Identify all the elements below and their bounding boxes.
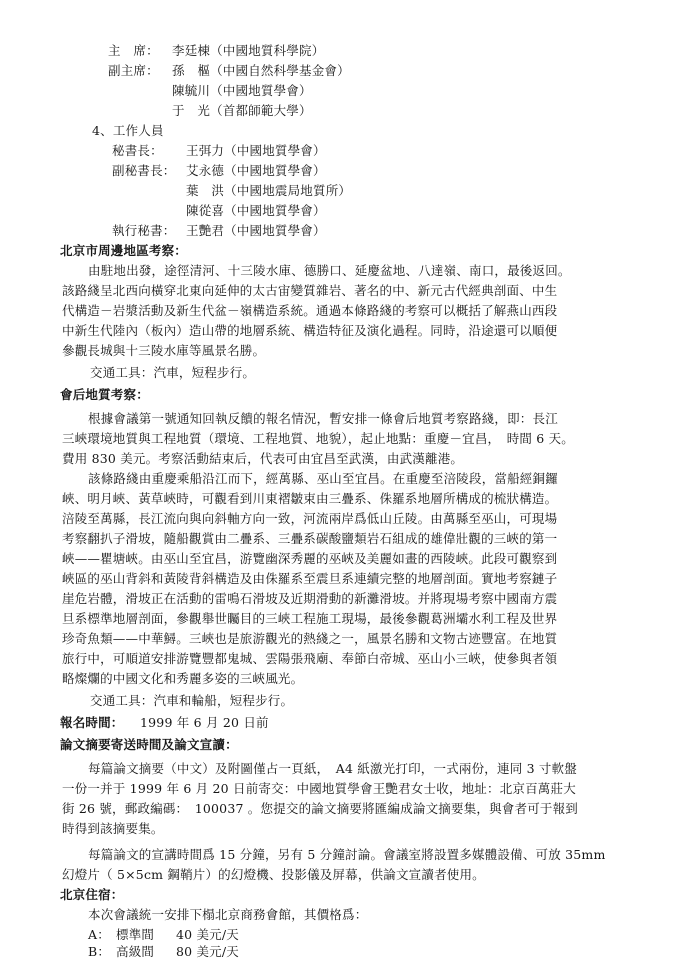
abstracts-line-2: 一份一并于 1999 年 6 月 20 日前寄交：中國地質學會王艷君女士收，地址：北京百萬莊大 <box>62 781 576 796</box>
executive-secretary-name: 王艷君（中國地質學會） <box>186 223 326 238</box>
post-tour-line-11: 旦系標準地層剖面，參觀舉世矚目的三峽工程施工現場，最後參觀葛洲壩水利工程及世界 <box>62 611 558 626</box>
room-b-name: 高級間 <box>116 944 155 959</box>
secretary-name: 王弭力（中國地質學會） <box>186 143 326 158</box>
chair-name: 李廷棟（中國地質科學院） <box>172 43 325 58</box>
post-tour-line-7: 考察翻扒子滑坡，隨船觀賞由二疊系、三疊系碳酸鹽類岩石組成的雄偉壯觀的三峽的第一 <box>62 531 558 546</box>
vice-chair-3: 于 光（首都師範大學） <box>172 103 312 118</box>
secretary-label: 秘書長： <box>112 143 163 158</box>
abstracts-line-1: 每篇論文摘要（中文）及附圖僅占一頁紙， A4 紙激光打印，一式兩份，連同 3 寸軟盤 <box>88 761 578 776</box>
room-b-price: 80 美元/天 <box>176 944 239 959</box>
registration-label: 報名時間： <box>60 715 124 730</box>
deputy-secretary-2: 葉 洪（中國地震局地質所） <box>186 183 352 198</box>
post-tour-transport: 交通工具：汽車和輪船，短程步行。 <box>90 693 294 708</box>
post-tour-line-2: 三峽環境地質與工程地質（環境、工程地質、地貌），起止地點：重慶－宜昌， 時間 6 天。 <box>62 431 575 446</box>
beijing-tour-transport: 交通工具：汽車，短程步行。 <box>90 365 256 380</box>
beijing-tour-heading: 北京市周邊地區考察： <box>60 243 188 258</box>
registration-date: 1999 年 6 月 20 日前 <box>140 715 269 730</box>
room-a-name: 標準間 <box>116 927 155 942</box>
beijing-tour-line-2: 該路綫呈北西向橫穿北東向延伸的太古宙變質雜岩、著名的中、新元古代經典剖面、中生 <box>62 283 558 298</box>
abstracts-line-3: 街 26 號，郵政編碼： 100037 。您提交的論文摘要將匯編成論文摘要集，與會者可于報到 <box>62 801 578 816</box>
abstracts-line-4: 時得到該摘要集。 <box>62 821 164 836</box>
post-tour-line-3: 費用 830 美元。考察活動結束后，代表可由宜昌至武漢，由武漢離港。 <box>62 451 464 466</box>
lodging-intro: 本次會議統一安排下榻北京商務會館，其價格爲： <box>88 907 368 922</box>
post-tour-line-9: 峽區的巫山背斜和黃陵背斜構造及由侏羅系至震旦系連續完整的地層剖面。實地考察鏈子 <box>62 571 558 586</box>
post-tour-line-6: 涪陵至萬縣，長江流向與向斜軸方向一致，河流兩岸爲低山丘陵。由萬縣至巫山，可現場 <box>62 511 558 526</box>
post-tour-line-8: 峽——瞿塘峽。由巫山至宜昌，游覽幽深秀麗的巫峽及美麗如畫的西陵峽。此段可觀察到 <box>62 551 558 566</box>
beijing-tour-line-5: 參觀長城與十三陵水庫等風景名勝。 <box>62 343 266 358</box>
post-tour-line-5: 峽、明月峽、黃草峽時，可觀看到川東褶皺束由三疊系、侏羅系地層所構成的梳狀構造。 <box>62 491 558 506</box>
beijing-tour-line-3: 代構造－岩漿活動及新生代盆－嶺構造系統。通過本條路綫的考察可以概括了解燕山西段 <box>62 303 558 318</box>
room-a-price: 40 美元/天 <box>176 927 239 942</box>
vice-chair-2: 陳毓川（中國地質學會） <box>172 83 312 98</box>
post-tour-line-14: 略燦爛的中國文化和秀麗多姿的三峽風光。 <box>62 671 304 686</box>
vice-chair-label: 副主席： <box>108 63 159 78</box>
beijing-tour-line-1: 由駐地出發，途徑清河、十三陵水庫、德勝口、延慶盆地、八達嶺、南口，最後返回。 <box>88 263 571 278</box>
abstracts-heading: 論文摘要寄送時間及論文宣讀： <box>60 737 238 752</box>
deputy-secretary-3: 陳從喜（中國地質學會） <box>186 203 326 218</box>
beijing-tour-line-4: 中新生代陸內（板內）造山帶的地層系統、構造特征及演化過程。同時，沿途還可以順便 <box>62 323 558 338</box>
abstracts-line-5: 每篇論文的宣講時間爲 15 分鐘，另有 5 分鐘討論。會議室將設置多媒體設備、可放 35mm <box>88 847 606 862</box>
deputy-secretary-1: 艾永德（中國地質學會） <box>186 163 326 178</box>
post-tour-line-12: 珍奇魚類——中華鱘。三峽也是旅游觀光的熱綫之一，風景名勝和文物古迹豐富。在地質 <box>62 631 558 646</box>
post-tour-heading: 會后地質考察： <box>60 387 149 402</box>
staff-heading: 4、工作人員 <box>92 123 164 138</box>
vice-chair-1: 孫 樞（中國自然科學基金會） <box>172 63 350 78</box>
post-tour-line-4: 該條路綫由重慶乘船沿江而下，經萬縣、巫山至宜昌。在重慶至涪陵段，當船經銅鑼 <box>88 471 558 486</box>
chair-label: 主 席： <box>108 43 159 58</box>
post-tour-line-10: 崖危岩體，滑坡正在活動的雷鳴石滑坡及近期滑動的新灘滑坡。并將現場考察中國南方震 <box>62 591 558 606</box>
post-tour-line-1: 根據會議第一號通知回執反饋的報名情況，暫安排一條會后地質考察路綫，即：長江 <box>88 411 558 426</box>
deputy-secretary-label: 副秘書長： <box>112 163 176 178</box>
room-a-label: A： <box>88 927 110 942</box>
executive-secretary-label: 執行秘書： <box>112 223 176 238</box>
abstracts-line-6: 幻燈片（ 5×5cm 鋼鞘片）的幻燈機、投影儀及屏幕，供論文宣讀者使用。 <box>62 867 485 882</box>
post-tour-line-13: 旅行中，可順道安排游覽豐都鬼城、雲陽張飛廟、奉節白帝城、巫山小三峽，使參與者領 <box>62 651 558 666</box>
lodging-heading: 北京住宿： <box>60 887 124 902</box>
room-b-label: B： <box>88 944 111 959</box>
